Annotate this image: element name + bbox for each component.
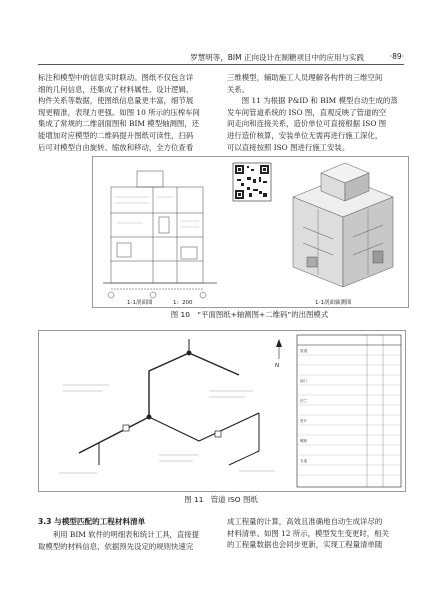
- section-heading: 3.3 与模型匹配的工程材料清单: [38, 517, 146, 526]
- table-row: 阀门: [300, 379, 308, 383]
- table-row: 支架: [300, 459, 308, 463]
- iso-piping: [79, 339, 259, 465]
- text-line: 细的几何信息，还集成了材料属性、设计逻辑、: [38, 84, 194, 94]
- text-line: 标注和模型中的信息实时联动。图纸不仅包含详: [38, 73, 194, 82]
- figure-11-drawing: [39, 331, 405, 491]
- text-line: 取模型的材料信息，依据预先设定的规则快速完: [38, 541, 194, 551]
- table-row: 螺栓: [300, 439, 308, 443]
- section-left-text: [38, 529, 216, 552]
- left-column-top: [38, 72, 216, 153]
- text-line: 后可对模型自由旋转、缩放和移动，全方位查看: [38, 142, 194, 152]
- running-title: 罗慧明等，BIM 正向设计在制糖项目中的应用与实践: [190, 53, 364, 62]
- figure-10-drawing: [93, 157, 408, 307]
- page-number: ·89·: [389, 52, 404, 61]
- text-line: 构件关系等数据，使图纸信息量更丰富，细节展: [38, 96, 194, 106]
- figure-11-caption: 图 11 管道 ISO 图纸: [184, 495, 258, 504]
- right-figure-label: 1-1剖面轴测图: [315, 300, 352, 306]
- text-line: 利用 BIM 软件的明细表和统计工具，直接提: [52, 530, 200, 539]
- table-row: 管道: [300, 349, 308, 353]
- figure-10-caption: 图 10 “平面图纸+轴测图+二维码”的出图模式: [170, 310, 329, 319]
- table-row: 垫片: [300, 419, 308, 423]
- text-line: 图 11 为根据 P&ID 和 BIM 模型自动生成的蒸: [241, 96, 398, 106]
- text-line: 间走向和连接关系，造价单位可直接根据 ISO 图: [227, 119, 387, 129]
- text-line: 可以直接按照 ISO 图进行施工安装。: [227, 142, 350, 152]
- section-right-text: [227, 516, 405, 551]
- figure-11: [38, 330, 406, 492]
- left-figure-scale: 1：200: [173, 300, 193, 306]
- running-header: [38, 50, 404, 65]
- text-line: 发车间管道系统的 ISO 图，直观反映了管道的空: [227, 107, 387, 117]
- text-line: 关系。: [227, 84, 250, 94]
- material-table: [297, 335, 401, 487]
- right-column-top: [227, 72, 405, 153]
- text-line: 进行造价核算，安装单位无需再进行施工深化，: [227, 130, 383, 140]
- text-line: 成工程量的计算，高效且准确地自动生成详尽的: [227, 517, 383, 526]
- text-line: 现更精准，表现力更强。如图 10 所示的压榨车间: [38, 107, 200, 117]
- left-figure-label: 1-1剖面图: [127, 300, 153, 306]
- axonometric-model: [293, 163, 393, 287]
- north-label: N: [275, 363, 280, 369]
- qr-code: [233, 163, 271, 201]
- north-arrow-icon: [276, 339, 282, 359]
- text-line: 的工程量数据也会同步更新，实现工程量清单随: [227, 540, 383, 550]
- text-line: 材料清单。如图 12 所示，模型发生变更时，相关: [227, 528, 389, 538]
- figure-10: [92, 156, 409, 308]
- section-drawing: [103, 171, 217, 298]
- text-line: 集成了常规的二维剖面图和 BIM 模型轴测图，还: [38, 119, 200, 129]
- text-line: 能增加对应模型的二维码提升图纸可读性，扫码: [38, 130, 194, 140]
- table-row: 法兰: [300, 399, 308, 403]
- text-line: 三维模型，辅助施工人员理解各构件的三维空间: [227, 73, 383, 82]
